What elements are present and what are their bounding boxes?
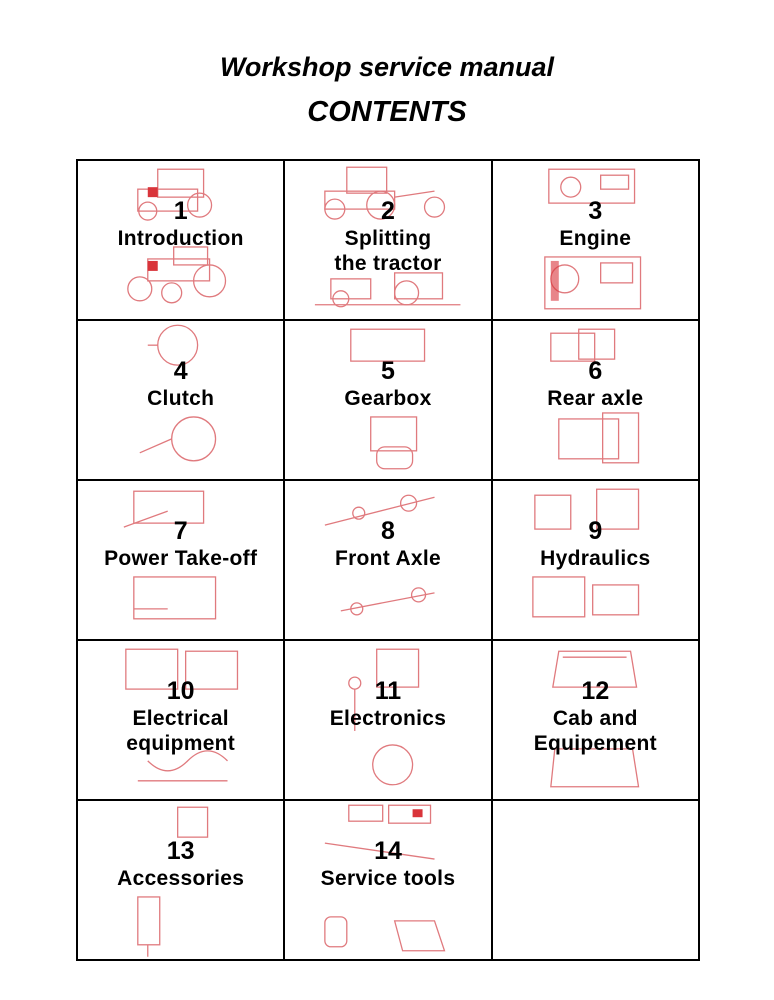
section-link[interactable]	[493, 641, 698, 799]
section-label: Electronics	[329, 707, 447, 730]
section-5-cell[interactable]	[284, 320, 491, 480]
section-number: 4	[173, 357, 188, 385]
section-13-cell[interactable]	[77, 800, 284, 960]
section-label: Accessories	[117, 867, 245, 890]
section-label-line2: Equipement	[533, 732, 657, 755]
section-link[interactable]	[78, 641, 283, 799]
section-number: 2	[381, 197, 395, 225]
section-number: 3	[588, 197, 603, 225]
section-link[interactable]	[78, 801, 283, 959]
section-link[interactable]	[493, 481, 698, 639]
section-label: Power Take-off	[104, 547, 258, 570]
section-1-cell[interactable]	[77, 160, 284, 320]
section-number: 9	[588, 517, 603, 545]
contents-heading: CONTENTS	[307, 96, 467, 128]
section-7-cell[interactable]	[77, 480, 284, 640]
section-4-cell[interactable]	[77, 320, 284, 480]
section-link[interactable]	[78, 481, 283, 639]
contents-grid	[76, 159, 700, 961]
section-number: 12	[581, 677, 610, 705]
section-label-line2: the tractor	[334, 252, 442, 275]
section-label: Introduction	[117, 227, 244, 250]
section-label: Electrical	[132, 707, 229, 730]
section-number: 10	[166, 677, 195, 705]
section-8-cell[interactable]	[284, 480, 491, 640]
section-label: Gearbox	[344, 387, 432, 410]
section-link[interactable]	[285, 161, 490, 319]
section-label: Front Axle	[334, 547, 442, 570]
section-12-cell[interactable]	[492, 640, 699, 800]
section-number: 11	[374, 677, 402, 705]
section-label: Hydraulics	[540, 547, 651, 570]
section-link[interactable]	[78, 161, 283, 319]
section-label: Clutch	[147, 387, 215, 410]
section-3-cell[interactable]	[492, 160, 699, 320]
section-2-cell[interactable]	[284, 160, 491, 320]
section-9-cell[interactable]	[492, 480, 699, 640]
section-number: 14	[374, 837, 402, 865]
section-link[interactable]	[78, 321, 283, 479]
section-number: 13	[166, 837, 195, 865]
section-number: 1	[173, 197, 188, 225]
section-label: Splitting	[344, 227, 432, 250]
section-link[interactable]	[285, 801, 490, 959]
section-14-cell[interactable]	[284, 800, 491, 960]
section-label: Rear axle	[547, 387, 644, 410]
section-6-cell[interactable]	[492, 320, 699, 480]
section-label: Engine	[559, 227, 632, 250]
section-link[interactable]	[493, 321, 698, 479]
section-number: 5	[381, 357, 395, 385]
section-link[interactable]	[285, 321, 490, 479]
manual-title: Workshop service manual	[219, 52, 555, 82]
section-11-cell[interactable]	[284, 640, 491, 800]
section-link[interactable]	[493, 161, 698, 319]
empty-cell	[492, 800, 699, 960]
section-link[interactable]	[285, 481, 490, 639]
section-link[interactable]	[285, 641, 490, 799]
section-label: Cab and	[552, 707, 638, 730]
section-number: 7	[173, 517, 188, 545]
section-label: Service tools	[320, 867, 456, 890]
section-number: 6	[588, 357, 603, 385]
section-label-line2: equipment	[126, 732, 236, 755]
section-number: 8	[381, 517, 395, 545]
section-10-cell[interactable]	[77, 640, 284, 800]
